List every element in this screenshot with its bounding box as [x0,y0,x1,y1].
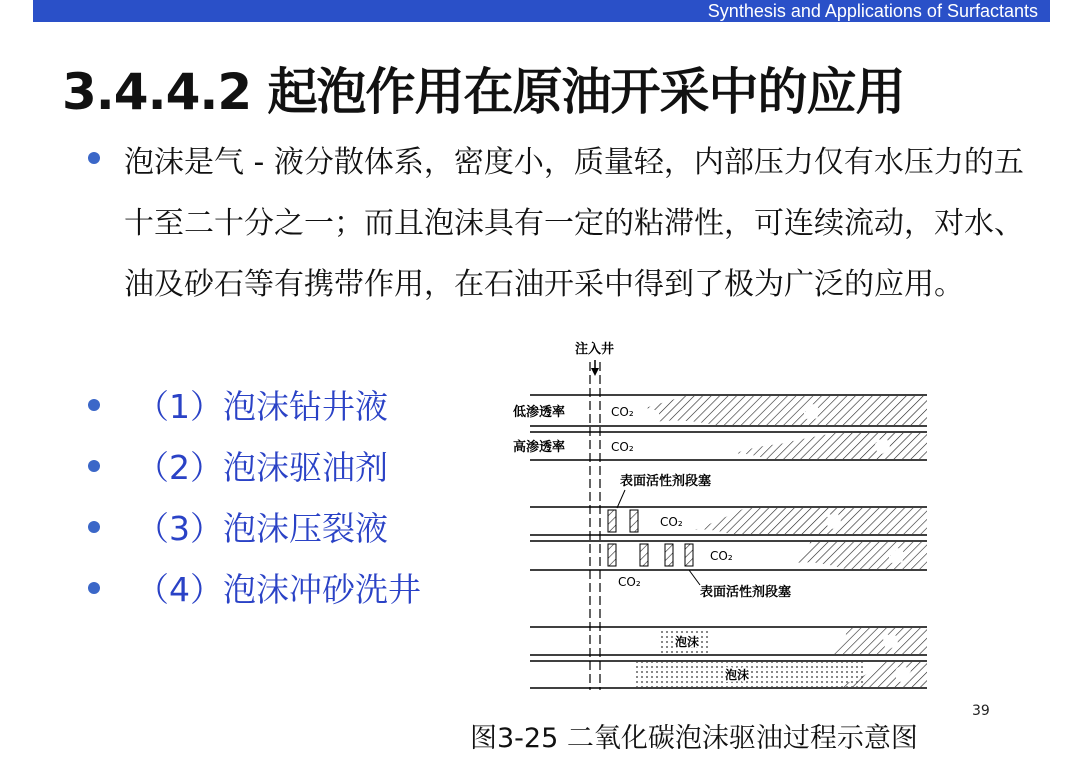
co2-label: CO₂ [660,515,683,529]
co2-foam-flooding-diagram [505,330,945,700]
high-permeability-label: 高渗透率 [513,440,566,455]
bullet-icon [88,152,100,164]
foam-label: 泡沫 [675,635,700,649]
header-bar [33,0,1050,22]
header-text: Synthesis and Applications of Surfactants [707,1,1038,21]
list-item: （2）泡沫驱油剂 [136,448,388,487]
oil-label: 油 [897,668,910,682]
list-item: （3）泡沫压裂液 [136,509,388,548]
co2-label: CO₂ [611,440,634,454]
bullet-icon [88,399,100,411]
oil-label: 油 [890,549,903,563]
surfactant-slug-label: 表面活性剂段塞 [620,474,712,489]
bullet-icon [88,521,100,533]
foam-label: 泡沫 [725,668,750,682]
page-number: 39 [972,703,990,719]
oil-label: 油 [805,405,818,419]
co2-label: CO₂ [710,549,733,563]
intro-paragraph: 泡沫是气 - 液分散体系，密度小，质量轻，内部压力仅有水压力的五十至二十分之一；而且泡沫具有一定的粘滞性，可连续流动，对水、油及砂石等有携带作用，在石油开采中得到了极为广泛的应用。 [124,145,1024,302]
oil-label: 油 [885,635,898,649]
injection-well-label: 注入井 [575,342,615,357]
figure-caption: 图3-25 二氧化碳泡沫驱油过程示意图 [470,723,918,754]
low-permeability-label: 低渗透率 [513,405,566,420]
surfactant-slug-label: 表面活性剂段塞 [700,585,792,600]
list-item: （4）泡沫冲砂洗井 [136,570,421,609]
page-title: 3.4.4.2 起泡作用在原油开采中的应用 [62,63,905,121]
oil-label: 油 [828,515,841,529]
co2-label: CO₂ [611,405,634,419]
co2-label: CO₂ [618,575,641,589]
bullet-icon [88,582,100,594]
oil-label: 油 [877,440,890,454]
list-item: （1）泡沫钻井液 [136,387,388,426]
bullet-icon [88,460,100,472]
